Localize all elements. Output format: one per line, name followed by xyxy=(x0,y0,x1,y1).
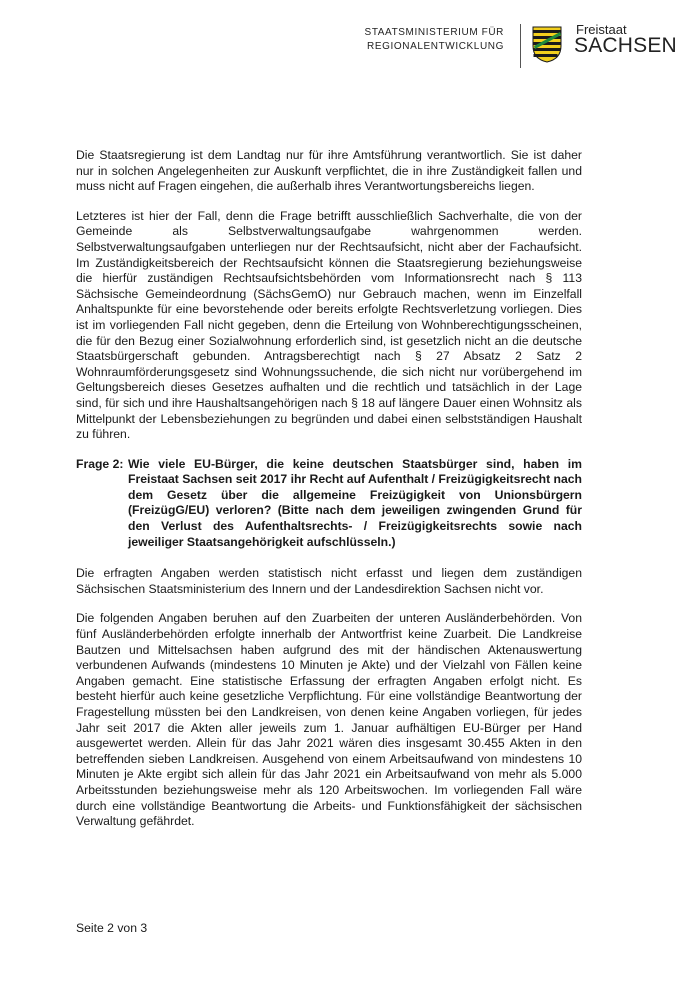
letter-body xyxy=(76,148,582,844)
header-divider xyxy=(520,24,521,68)
paragraph-4: Die folgenden Angaben beruhen auf den Zuarbeiten der unteren Ausländerbehörden. Von fünf Ausländerbehörden erfolgte innerhalb der Antwortfrist keine Zuarbeit. Die Landkreise Bautzen und Mittelsachsen haben aufgrund des mit der händischen Aktenauswertung verbundenen Aufwands (mindestens 10 Minuten je Akte) und der Vielzahl von Fällen keine Angaben gemacht. Eine statistische Erfassung der erfragten Angaben erfolgt nicht. Es besteht hierfür auch keine gesetzliche Verpflichtung. Für eine vollständige Beantwortung der Fragestellung müssten bei den Landkreisen, von denen keine Angaben vorliegen, für jedes Jahr seit 2017 die Akten aller jeweils zum 1. Januar aufhältigen EU-Bürger per Hand ausgewertet werden. Allein für das Jahr 2021 wären dies insgesamt 30.455 Akten in den betreffenden sieben Landkreisen. Ausgehend von einem Arbeitsaufwand von mindestens 10 Minuten je Akte ergibt sich allein für das Jahr 2021 ein Arbeitsaufwand von mehr als 5.000 Arbeitsstunden beziehungsweise mehr als 120 Arbeitswochen. Im vorliegenden Fall wäre durch eine vollständige Beantwortung die Arbeits- und Funktionsfähigkeit der sächsischen Verwaltung gefährdet. xyxy=(76,611,582,829)
question-block xyxy=(76,457,582,551)
paragraph-1: Die Staatsregierung ist dem Landtag nur für ihre Amtsführung verantwortlich. Sie ist daher nur in solchen Angelegenheiten zur Auskunft verpflichtet, die in ihre Zuständigkeit fallen und muss nicht auf Fragen eingehen, die außerhalb ihres Verantwortungsbereichs liegen. xyxy=(76,148,582,194)
question-label: Frage 2: xyxy=(76,456,124,471)
ministry-line-1: STAATSMINISTERIUM FÜR xyxy=(364,27,504,38)
ministry-line-2: REGIONALENTWICKLUNG xyxy=(367,41,504,52)
paragraph-3: Die erfragten Angaben werden statistisch nicht erfasst und liegen dem zuständigen Sächsischen Staatsministerium des Innern und der Landesdirektion Sachsen nicht vor. xyxy=(76,566,582,596)
state-label: Freistaat xyxy=(576,22,627,37)
ministry-name xyxy=(365,26,504,54)
page-number: Seite 2 von 3 xyxy=(76,921,148,935)
question-text: Wie viele EU-Bürger, die keine deutschen Staatsbürger sind, haben im Freistaat Sachsen seit 2017 ihr Recht auf Aufenthalt / Freizügigkeitsrecht nach dem Gesetz über die allgemeine Freizügigkeit von Unionsbürgern (FreizügG/EU) verloren? (Bitte nach dem jeweiligen zwingenden Grund für den Verlust des Aufenthaltsrechts- / Freizügigkeitsrechts sowie nach jeweiliger Staatsangehörigkeit aufschlüsseln.) xyxy=(128,456,583,549)
paragraph-2: Letzteres ist hier der Fall, denn die Frage betrifft ausschließlich Sachverhalte, die von der Gemeinde als Selbstverwaltungsaufgabe wahrgenommen werden. Selbstverwaltungsaufgaben unterliegen nur der Rechtsaufsicht, nicht aber der Fachaufsicht. Im Zuständigkeitsbereich der Rechtsaufsicht können die Staatsregierung beziehungsweise die hierfür zuständigen Rechtsaufsichtsbehörden vom Informationsrecht nach § 113 Sächsische Gemeindeordnung (SächsGemO) nur Gebrauch machen, wenn im Einzelfall Anhaltspunkte für eine bevorstehende oder bereits erfolgte Rechtsverletzung vorliegen. Dies ist im vorliegenden Fall nicht gegeben, denn die Erteilung von Wohnberechtigungsscheinen, die für den Bezug einer Sozialwohnung erforderlich sind, ist gesetzlich nicht an die deutsche Staatsbürgerschaft gebunden. Antragsberechtigt nach § 27 Absatz 2 Satz 2 Wohnraumförderungsgesetz sind Wohnungssuchende, die sich nicht nur vorübergehend im Geltungsbereich dieses Gesetzes aufhalten und die rechtlich und tatsächlich in der Lage sind, für sich und ihre Haushaltsangehörigen nach § 18 auf längere Dauer einen Wohnsitz als Mittelpunkt der Lebensbeziehungen zu begründen und dabei einen selbstständigen Haushalt zu führen. xyxy=(76,208,582,442)
saxony-coat-of-arms-icon xyxy=(532,26,562,63)
state-name: SACHSEN xyxy=(574,34,677,57)
